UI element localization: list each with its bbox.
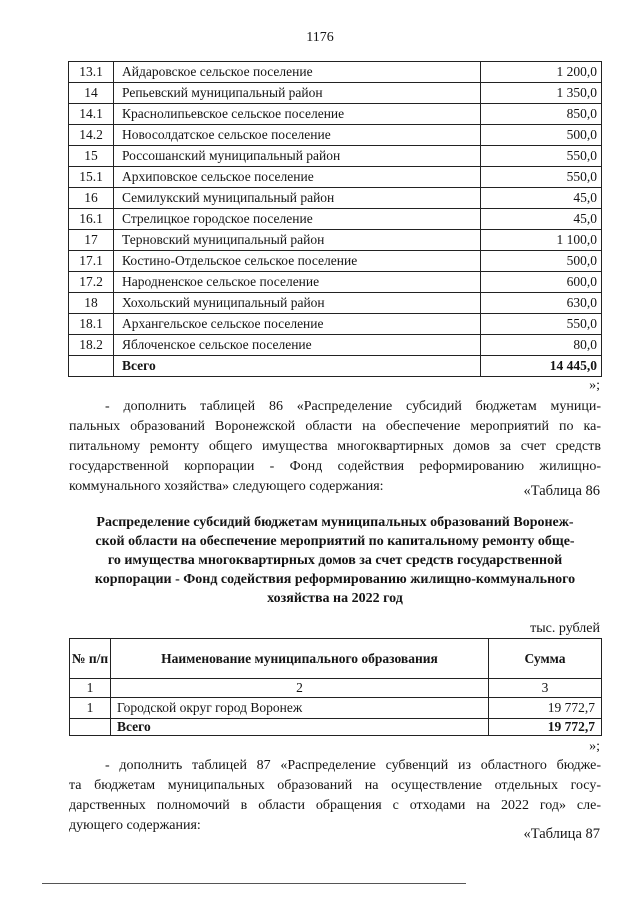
total-label: Всего (111, 719, 489, 736)
table-row (69, 62, 602, 83)
page-footer-divider (42, 883, 466, 884)
table-row (69, 335, 602, 356)
table-row (69, 230, 602, 251)
total-label: Всего (114, 356, 481, 377)
subsidy-amount: 1 200,0 (481, 62, 602, 83)
paragraph-line: - дополнить таблицей 86 «Распределение субсидий бюджетам муници- (105, 399, 601, 414)
municipality-name: Стрелицкое городское поселение (114, 209, 481, 230)
subsidy-amount: 80,0 (481, 335, 602, 356)
municipality-name: Новосолдатское сельское поселение (114, 125, 481, 146)
table-row (69, 125, 602, 146)
table-total-row (70, 719, 602, 736)
table-86-body (70, 639, 602, 736)
subsidy-amount: 45,0 (481, 209, 602, 230)
municipality-name: Краснолипьевское сельское поселение (114, 104, 481, 125)
amendment-paragraph-87 (69, 756, 601, 836)
table-header-row (70, 639, 602, 679)
total-amount: 14 445,0 (481, 356, 602, 377)
municipality-name: Костино-Отдельское сельское поселение (114, 251, 481, 272)
subsidy-amount: 45,0 (481, 188, 602, 209)
index-cell: 2 (111, 679, 489, 698)
row-number: 17 (69, 230, 114, 251)
paragraph-line: дующего содержания: (69, 818, 201, 833)
paragraph-line: коммунального хозяйства» следующего содержания: (69, 479, 384, 494)
index-cell: 1 (70, 679, 111, 698)
table-row (69, 251, 602, 272)
paragraph-line: - дополнить таблицей 87 «Распределение субвенций из областного бюдже- (105, 758, 601, 773)
paragraph-line: государственной корпорации - Фонд содействия реформированию жилищно- (69, 459, 601, 474)
total-num-cell (70, 719, 111, 736)
table-row (69, 293, 602, 314)
column-index-row (70, 679, 602, 698)
subsidy-table-continued (68, 61, 602, 377)
municipality-name: Хохольский муниципальный район (114, 293, 481, 314)
municipality-name: Айдаровское сельское поселение (114, 62, 481, 83)
paragraph-line: дарственных полномочий в области обращения с отходами на 2022 год» сле- (69, 798, 601, 813)
table-total-row (69, 356, 602, 377)
subsidy-amount: 550,0 (481, 167, 602, 188)
heading-line: Распределение субсидий бюджетам муниципальных образований Воронеж- (96, 515, 574, 530)
subsidy-amount: 600,0 (481, 272, 602, 293)
subsidy-amount: 1 100,0 (481, 230, 602, 251)
table-row (70, 698, 602, 719)
subsidy-amount: 630,0 (481, 293, 602, 314)
paragraph-line: пальных образований Воронежской области на обеспечение мероприятий по ка- (69, 419, 601, 434)
heading-line: хозяйства на 2022 год (267, 591, 403, 606)
municipality-name: Россошанский муниципальный район (114, 146, 481, 167)
total-amount: 19 772,7 (489, 719, 602, 736)
row-number: 17.2 (69, 272, 114, 293)
row-number: 13.1 (69, 62, 114, 83)
paragraph-line: та бюджетам муниципальных образований на осуществление отдельных госу- (69, 778, 601, 793)
heading-line: ской области на обеспечение мероприятий по капитальному ремонту обще- (95, 534, 575, 549)
table-row (69, 314, 602, 335)
table-86 (69, 638, 602, 736)
row-number: 15 (69, 146, 114, 167)
table-row (69, 272, 602, 293)
subsidy-amount: 500,0 (481, 125, 602, 146)
heading-line: корпорации - Фонд содействия реформированию жилищно-коммунального (94, 572, 576, 587)
municipality-name: Терновский муниципальный район (114, 230, 481, 251)
subsidy-amount: 550,0 (481, 314, 602, 335)
municipality-name: Репьевский муниципальный район (114, 83, 481, 104)
header-municipality: Наименование муниципального образования (111, 639, 489, 679)
amendment-paragraph-86 (69, 397, 601, 497)
subsidy-amount: 850,0 (481, 104, 602, 125)
closing-quote-mark: »; (589, 739, 600, 754)
total-num-cell (69, 356, 114, 377)
paragraph-line: питальному ремонту общего имущества многоквартирных домов за счет средств (69, 439, 601, 454)
page-number: 1176 (306, 30, 334, 45)
table-row (69, 146, 602, 167)
row-number: 18 (69, 293, 114, 314)
heading-line: го имущества многоквартирных домов за счет средств государственной (107, 553, 563, 568)
row-number: 14 (69, 83, 114, 104)
row-number: 18.2 (69, 335, 114, 356)
municipality-name: Яблоченское сельское поселение (114, 335, 481, 356)
table-row (69, 83, 602, 104)
subsidy-amount: 1 350,0 (481, 83, 602, 104)
row-number: 15.1 (69, 167, 114, 188)
units-label: тыс. рублей (530, 621, 600, 636)
closing-quote-mark: »; (589, 378, 600, 393)
row-number: 16 (69, 188, 114, 209)
table-row (69, 104, 602, 125)
subsidy-table-body (69, 62, 602, 377)
municipality-name: Архангельское сельское поселение (114, 314, 481, 335)
row-number: 14.1 (69, 104, 114, 125)
row-number: 14.2 (69, 125, 114, 146)
row-number: 1 (70, 698, 111, 719)
subsidy-amount: 19 772,7 (489, 698, 602, 719)
table-86-heading (69, 513, 601, 608)
table-row (69, 209, 602, 230)
row-number: 17.1 (69, 251, 114, 272)
subsidy-amount: 500,0 (481, 251, 602, 272)
municipality-name: Городской округ город Воронеж (111, 698, 489, 719)
table-row (69, 188, 602, 209)
table-87-reference: «Таблица 87 (523, 826, 600, 842)
row-number: 16.1 (69, 209, 114, 230)
row-number: 18.1 (69, 314, 114, 335)
table-86-reference: «Таблица 86 (523, 483, 600, 499)
municipality-name: Семилукский муниципальный район (114, 188, 481, 209)
header-number: № п/п (70, 639, 111, 679)
index-cell: 3 (489, 679, 602, 698)
subsidy-amount: 550,0 (481, 146, 602, 167)
municipality-name: Народненское сельское поселение (114, 272, 481, 293)
table-row (69, 167, 602, 188)
header-amount: Сумма (489, 639, 602, 679)
municipality-name: Архиповское сельское поселение (114, 167, 481, 188)
